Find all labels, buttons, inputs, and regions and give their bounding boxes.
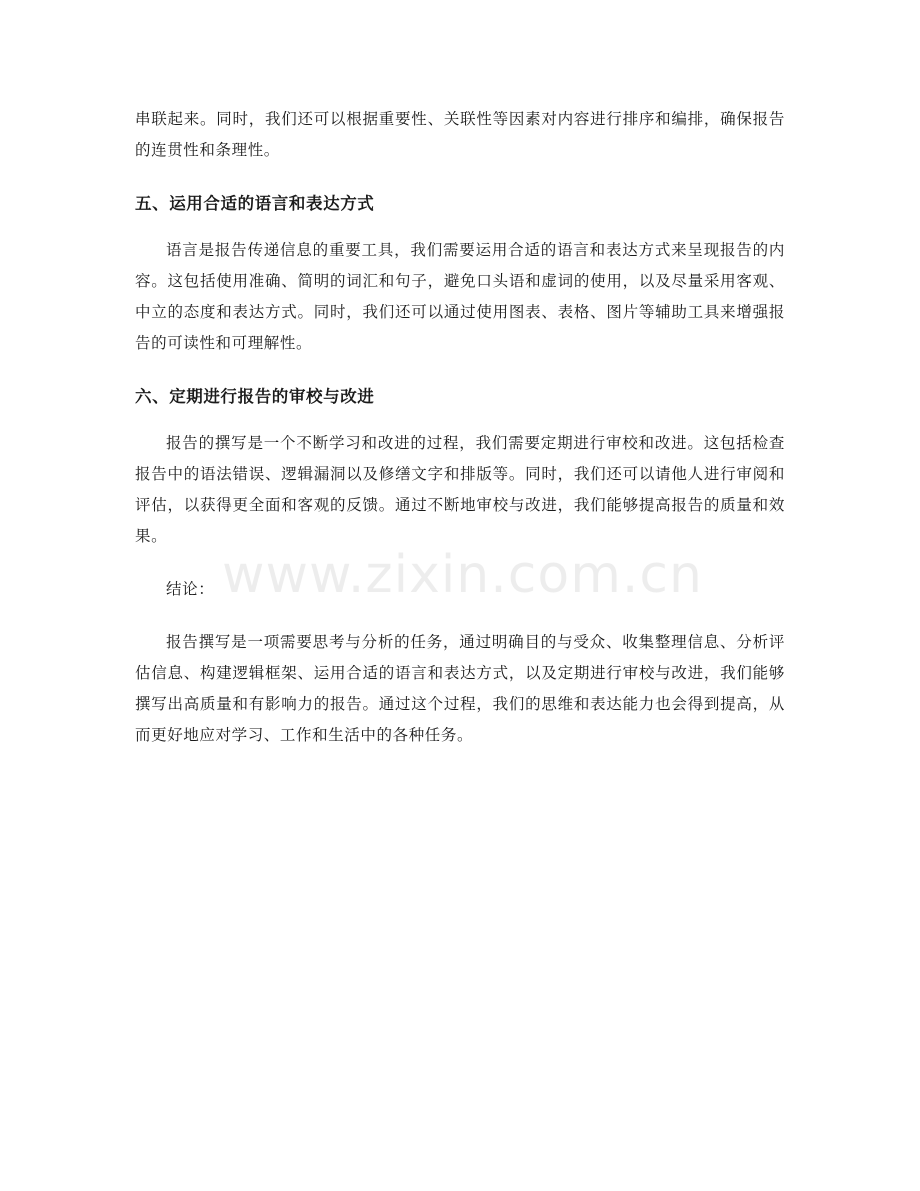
conclusion-label: 结论： (166, 580, 215, 598)
section-heading-5: 五、运用合适的语言和表达方式 (135, 194, 375, 213)
watermark: www.zixin.com.cn (222, 545, 703, 605)
paragraph-continuation: 串联起来。同时，我们还可以根据重要性、关联性等因素对内容进行排序和编排，确保报告的连贯性和条理性。 (135, 110, 785, 159)
section-heading-6: 六、定期进行报告的审校与改进 (135, 387, 375, 406)
document-body (135, 104, 785, 751)
paragraph-conclusion: 报告撰写是一项需要思考与分析的任务，通过明确目的与受众、收集整理信息、分析评估信息、构建逻辑框架、运用合适的语言和表达方式，以及定期进行审校与改进，我们能够撰写出高质量和有影响力的报告。通过这个过程，我们的思维和表达能力也会得到提高，从而更好地应对学习、工作和生活中的各种任务。 (135, 633, 785, 744)
paragraph-section-6: 报告的撰写是一个不断学习和改进的过程，我们需要定期进行审校和改进。这包括检查报告中的语法错误、逻辑漏洞以及修缮文字和排版等。同时，我们还可以请他人进行审阅和评估，以获得更全面和客观的反馈。通过不断地审校与改进，我们能够提高报告的质量和效果。 (135, 434, 785, 545)
paragraph-section-5: 语言是报告传递信息的重要工具，我们需要运用合适的语言和表达方式来呈现报告的内容。这包括使用准确、简明的词汇和句子，避免口头语和虚词的使用，以及尽量采用客观、中立的态度和表达方式。同时，我们还可以通过使用图表、表格、图片等辅助工具来增强报告的可读性和可理解性。 (135, 241, 785, 352)
